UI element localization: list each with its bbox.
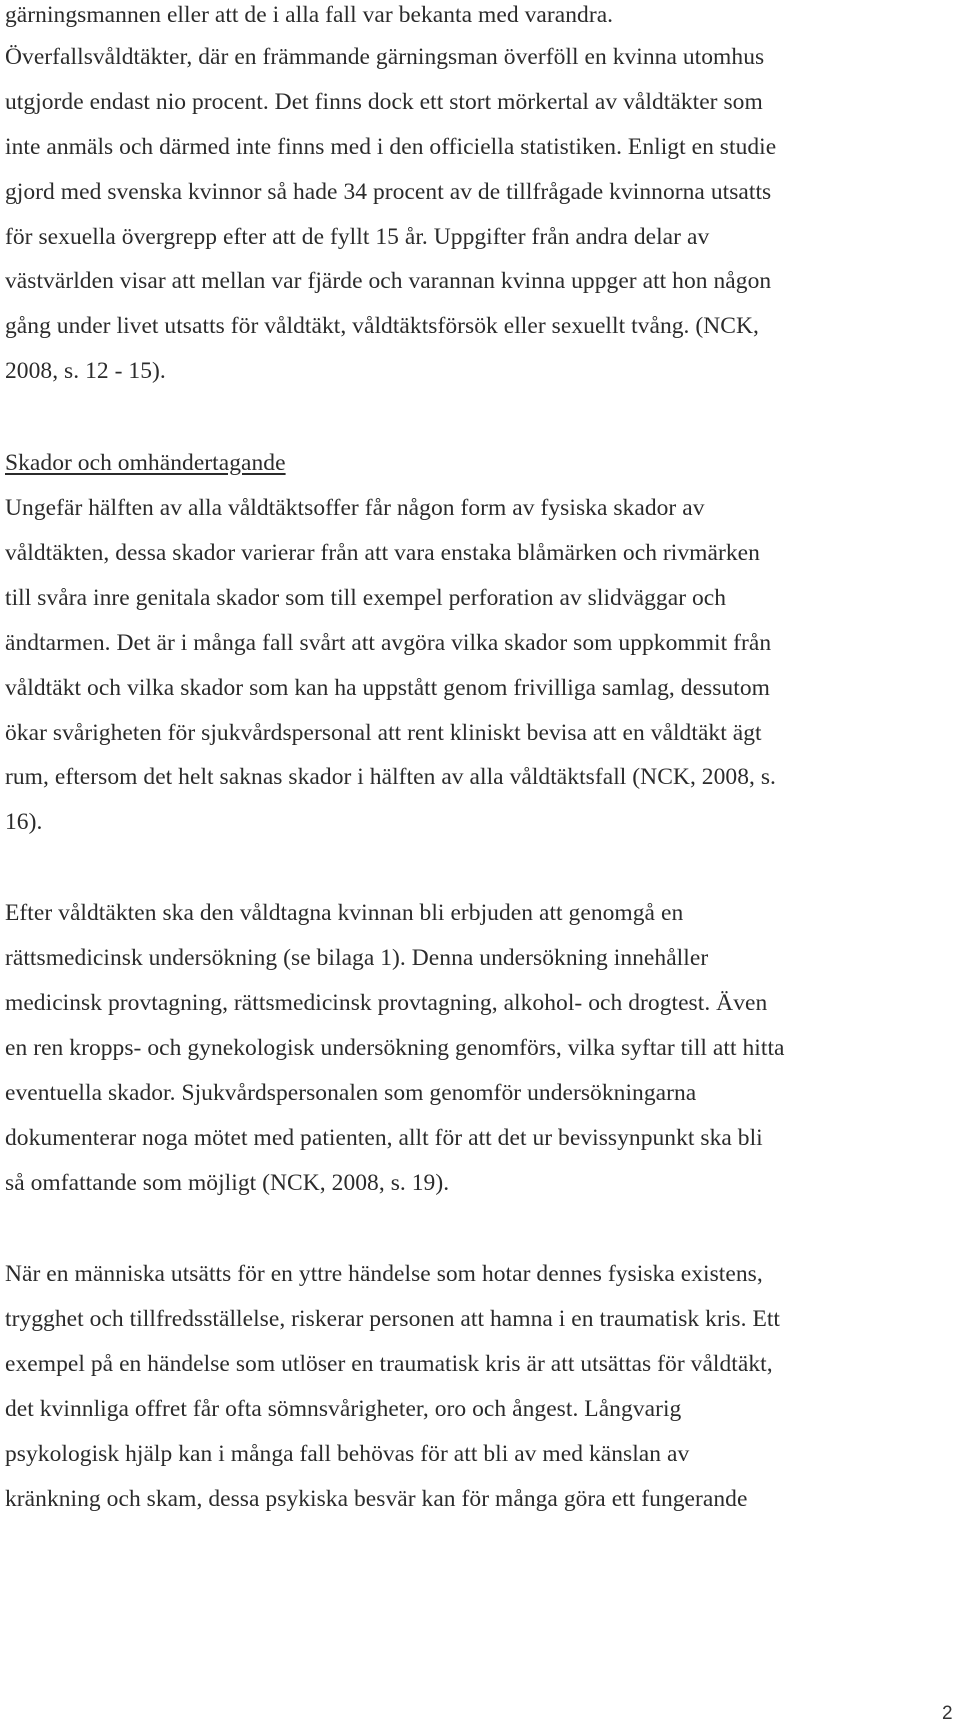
text-line: inte anmäls och därmed inte finns med i den officiella statistiken. Enligt en studie bbox=[5, 134, 777, 160]
text-line: rättsmedicinsk undersökning (se bilaga 1). Denna undersökning innehåller bbox=[5, 945, 709, 971]
text-line: utgjorde endast nio procent. Det finns dock ett stort mörkertal av våldtäkter som bbox=[5, 89, 763, 115]
text-line: 16). bbox=[5, 809, 43, 835]
text-line: eventuella skador. Sjukvårdspersonalen som genomför undersökningarna bbox=[5, 1080, 697, 1106]
text-line: till svåra inre genitala skador som till exempel perforation av slidväggar och bbox=[5, 585, 727, 611]
text-line: Efter våldtäkten ska den våldtagna kvinnan bli erbjuden att genomgå en bbox=[5, 900, 684, 926]
text-line: 2008, s. 12 - 15). bbox=[5, 358, 166, 384]
text-line: Ungefär hälften av alla våldtäktsoffer får någon form av fysiska skador av bbox=[5, 495, 705, 521]
text-line: ändtarmen. Det är i många fall svårt att avgöra vilka skador som uppkommit från bbox=[5, 630, 772, 656]
text-line: Överfallsvåldtäkter, där en främmande gärningsman överföll en kvinna utomhus bbox=[5, 44, 765, 70]
text-line: trygghet och tillfredsställelse, riskerar personen att hamna i en traumatisk kris. Ett bbox=[5, 1306, 781, 1332]
text-line: exempel på en händelse som utlöser en traumatisk kris är att utsättas för våldtäkt, bbox=[5, 1351, 773, 1377]
text-line: så omfattande som möjligt (NCK, 2008, s. 19). bbox=[5, 1170, 450, 1196]
text-line: det kvinnliga offret får ofta sömnsvårigheter, oro och ångest. Långvarig bbox=[5, 1396, 682, 1422]
text-line: gång under livet utsatts för våldtäkt, våldtäktsförsök eller sexuellt tvång. (NCK, bbox=[5, 313, 759, 339]
text-line: en ren kropps- och gynekologisk undersökning genomförs, vilka syftar till att hitta bbox=[5, 1035, 785, 1061]
text-line: för sexuella övergrepp efter att de fyllt 15 år. Uppgifter från andra delar av bbox=[5, 224, 710, 250]
text-line: gjord med svenska kvinnor så hade 34 procent av de tillfrågade kvinnorna utsatts bbox=[5, 179, 772, 205]
text-line: våldtäkt och vilka skador som kan ha uppstått genom frivilliga samlag, dessutom bbox=[5, 675, 770, 701]
page-number: 2 bbox=[942, 1703, 953, 1724]
text-line: När en människa utsätts för en yttre händelse som hotar dennes fysiska existens, bbox=[5, 1261, 763, 1287]
text-line: kränkning och skam, dessa psykiska besvär kan för många göra ett fungerande bbox=[5, 1486, 748, 1512]
text-line: medicinsk provtagning, rättsmedicinsk provtagning, alkohol- och drogtest. Även bbox=[5, 990, 768, 1016]
text-line: västvärlden visar att mellan var fjärde och varannan kvinna uppger att hon någon bbox=[5, 268, 772, 294]
text-line: ökar svårigheten för sjukvårdspersonal att rent kliniskt bevisa att en våldtäkt ägt bbox=[5, 720, 762, 746]
text-line: våldtäkten, dessa skador varierar från att vara enstaka blåmärken och rivmärken bbox=[5, 540, 760, 566]
text-line: psykologisk hjälp kan i många fall behövas för att bli av med känslan av bbox=[5, 1441, 690, 1467]
text-line: gärningsmannen eller att de i alla fall var bekanta med varandra. bbox=[5, 2, 614, 28]
text-line: dokumenterar noga mötet med patienten, allt för att det ur bevissynpunkt ska bli bbox=[5, 1125, 763, 1151]
section-heading: Skador och omhändertagande bbox=[5, 450, 286, 476]
text-line: rum, eftersom det helt saknas skador i hälften av alla våldtäktsfall (NCK, 2008, s. bbox=[5, 764, 776, 790]
